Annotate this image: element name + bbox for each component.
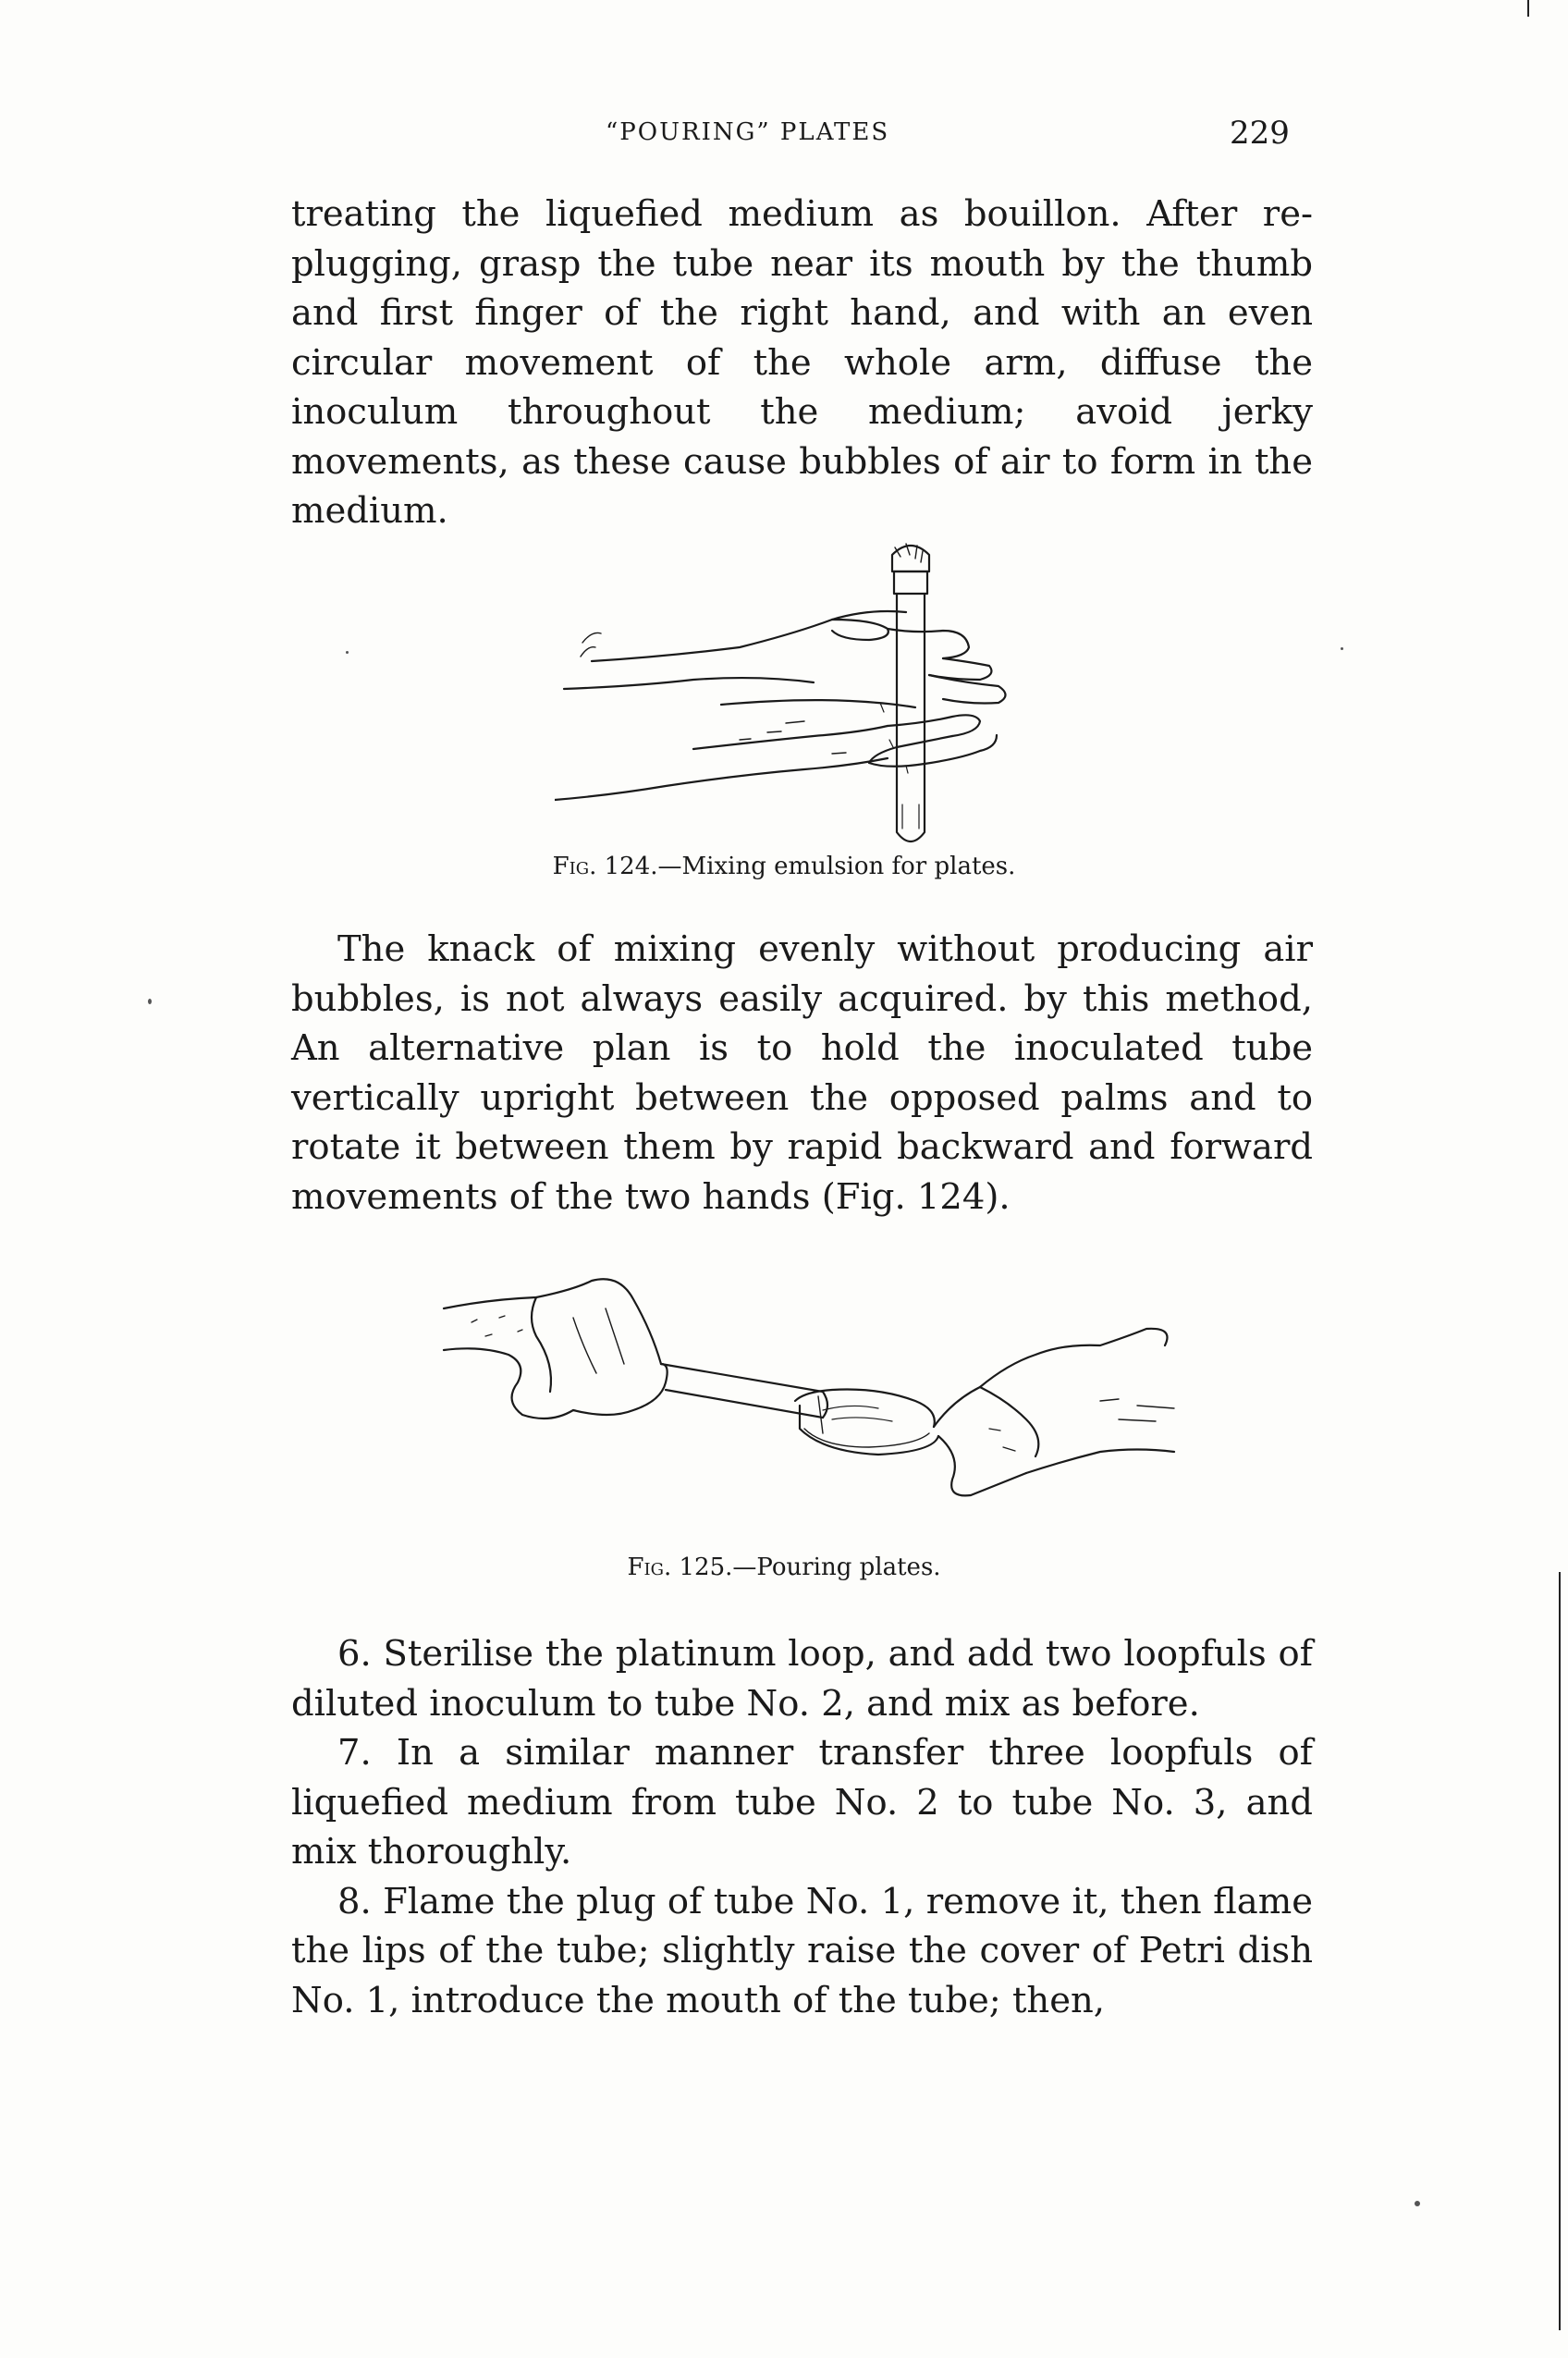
figure-124 bbox=[0, 527, 1568, 897]
left-hand-drawing bbox=[444, 1279, 668, 1418]
running-head bbox=[0, 115, 1568, 155]
scan-speck bbox=[1341, 647, 1343, 650]
step-8: 8. Flame the plug of tube No. 1, remove it, then flame the lips of the tube; slightly raise the cover of Petri dish No. 1, introduce the mouth of the tube; then, bbox=[291, 1880, 1313, 2021]
figure-124-caption-text: —Mixing emulsion for plates. bbox=[657, 853, 1016, 880]
figure-124-caption bbox=[0, 853, 1568, 880]
figure-125-caption-text: —Pouring plates. bbox=[732, 1554, 941, 1581]
mixing-emulsion-illustration bbox=[555, 527, 1072, 851]
figure-125-label: Fig. 125. bbox=[627, 1554, 733, 1581]
running-title: “POURING” PLATES bbox=[606, 118, 890, 146]
test-tube-drawing bbox=[892, 544, 929, 841]
scan-speck bbox=[148, 999, 152, 1004]
paragraph-1-block bbox=[291, 190, 1313, 536]
pouring-tube-drawing bbox=[661, 1364, 827, 1433]
right-hand-drawing bbox=[934, 1329, 1174, 1496]
step-6: 6. Sterilise the platinum loop, and add two loopfuls of diluted inoculum to tube No. 2, and mix as before. bbox=[291, 1633, 1313, 1725]
figure-125-caption bbox=[0, 1554, 1568, 1581]
paragraph-2-block bbox=[291, 925, 1313, 1222]
scan-edge-mark bbox=[1527, 0, 1529, 17]
scan-speck bbox=[346, 651, 349, 654]
paragraph-1: treating the liquefied medium as bouillon. After re-plugging, grasp the tube near its mouth by the thumb and first finger of the right hand, and with an even circular movement of the whole arm, diffuse the inoculum throughout the medium; avoid jerky movements, as these cause bubbles of air to form in the medium. bbox=[291, 193, 1313, 532]
step-7: 7. In a similar manner transfer three loopfuls of liquefied medium from tube No. 2 to tube No. 3, and mix thoroughly. bbox=[291, 1732, 1313, 1873]
paragraph-2: The knack of mixing evenly without producing air bubbles, is not always easily acquired. by this method, An alternative plan is to hold the inoculated tube vertically upright between the opposed palms and to rotate it between them by rapid backward and forward movements of the two hands (Fig. 124). bbox=[291, 928, 1313, 1218]
figure-124-label: Fig. 124. bbox=[552, 853, 658, 880]
page-number: 229 bbox=[1230, 115, 1290, 152]
scan-edge-line bbox=[1559, 1572, 1561, 2330]
steps-block bbox=[291, 1629, 1313, 2025]
upper-hand-drawing bbox=[564, 611, 1006, 704]
lower-hand-drawing bbox=[555, 700, 997, 800]
pouring-plates-illustration bbox=[435, 1262, 1193, 1558]
figure-125 bbox=[0, 1262, 1568, 1595]
petri-dish-drawing bbox=[795, 1390, 938, 1455]
scan-speck bbox=[1415, 2201, 1420, 2206]
